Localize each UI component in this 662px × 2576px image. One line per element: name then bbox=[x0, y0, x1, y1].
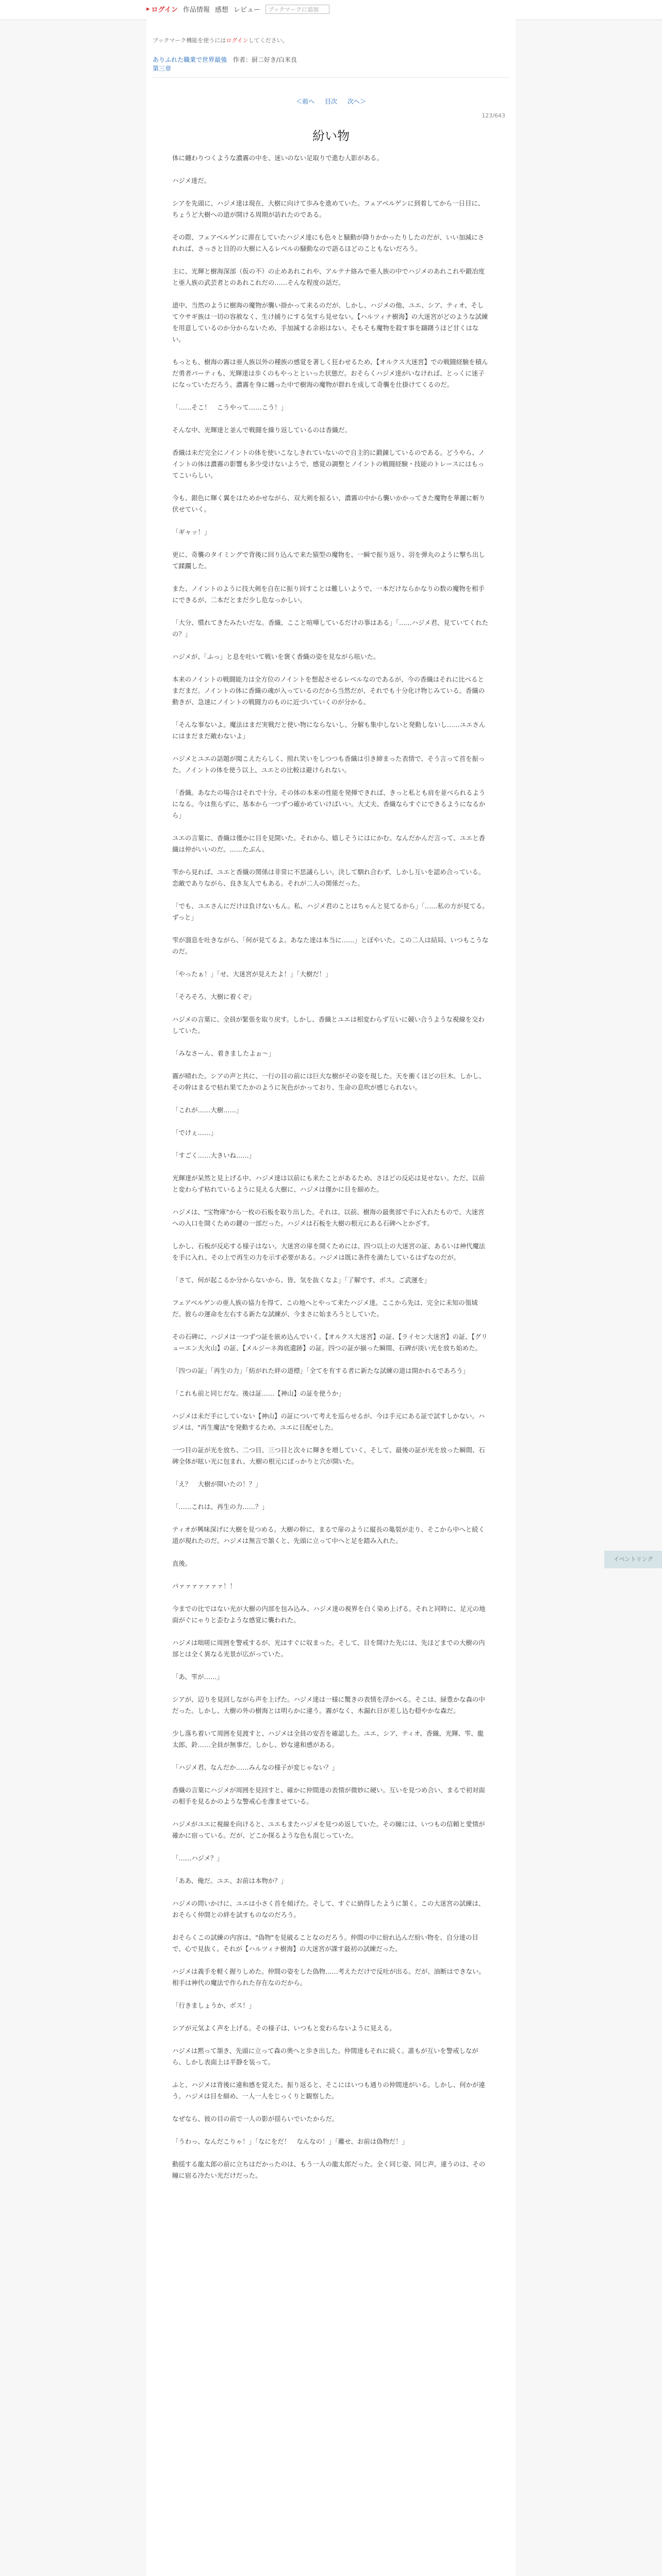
novel-paragraph: 「でけぇ……」 bbox=[172, 1129, 217, 1137]
side-event-button[interactable]: イベントリング bbox=[604, 1551, 662, 1568]
novel-paragraph: 「うわっ、なんだこりゃ！」「なにをだ！ なんなの！」「離せ、お前は偽物だ！」 bbox=[172, 2138, 408, 2145]
novel-body bbox=[172, 152, 490, 2193]
novel-paragraph: 「……そこ！ こうやって……こう！」 bbox=[172, 403, 288, 411]
novel-paragraph: おそらくこの試練の内容は、"偽物"を見破ることなのだろう。仲間の中に紛れ込んだ紛い物を、自分達の目で、心で見抜く。それが【ハルツィナ樹海】の大迷宮が課す最初の試練だった。 bbox=[172, 1934, 478, 1953]
login-link[interactable]: ▸ ログイン bbox=[146, 5, 178, 14]
novel-paragraph: ユエの言葉に、香織は僅かに目を見開いた。それから、嬉しそうにはにかむ。なんだかんだ言って、ユエと香織は仲がいいのだ。……たぶん。 bbox=[172, 834, 485, 853]
novel-paragraph: 「これも前と同じだな。後は証……【神山】の証を使うか」 bbox=[172, 1389, 345, 1397]
novel-paragraph: シアが、辺りを見回しながら声を上げた。ハジメ達は一様に驚きの表情を浮かべる。そこは、緑豊かな森の中だった。しかし、大樹の外の樹海とは明らかに違う。霧がなく、木漏れ日が差し込む穏やかな森だ。 bbox=[172, 1696, 485, 1715]
novel-paragraph: 「すごく……大きいね……」 bbox=[172, 1151, 256, 1159]
novel-paragraph: 「そんな事ないよ。魔法はまだ実戦だと使い物にならないし、分解も集中しないと発動しないし……ユエさんにはまだまだ敵わないよ」 bbox=[172, 721, 486, 740]
series-author: 作者：厨二好き/白米良 bbox=[233, 56, 297, 63]
login-icon: ▸ bbox=[146, 5, 150, 13]
content-area bbox=[146, 20, 516, 2576]
novel-paragraph: 「さて、何が起こるか分からないから、皆、気を抜くなよ」「了解です、ボス。ご武運を」 bbox=[172, 1276, 431, 1284]
novel-paragraph: なぜなら、彼の目の前で一人の影が揺らいでいたからだ。 bbox=[172, 2115, 339, 2123]
novel-paragraph: 「……ハジメ？」 bbox=[172, 1854, 223, 1862]
novel-paragraph: また、ノイントのように技大剣を自在に振り回すことは難しいようで、一本だけならかなりの数の魔物を相手にできるが、二本だとまだ少し危なっかしい。 bbox=[172, 585, 485, 604]
novel-paragraph: パァァァァァァァ！！ bbox=[172, 1582, 236, 1590]
novel-paragraph: 「ギャッ！」 bbox=[172, 528, 211, 536]
novel-paragraph: フェアベルゲンの亜人族の協力を得て、この地へとやって来たハジメ達。ここから先は、完全に未知の領域だ。彼らの運命を左右する新たな試練が、今まさに始まろうとしていた。 bbox=[172, 1299, 478, 1318]
novel-paragraph: ハジメは黙って頷き、先頭に立って森の奥へと歩き出した。仲間達もそれに続く。誰もが互いを警戒しながら、しかし表面上は平静を装って。 bbox=[172, 2047, 478, 2066]
novel-paragraph: 香織は未だ完全にノイントの体を使いこなしきれていないので自主的に鍛錬しているのである。どうやら、ノイントの体は濃霧の影響も多少受けないようで、感覚の調整とノイントの戦闘経験・技能のトレースにはもってこいらしい。 bbox=[172, 449, 485, 479]
novel-paragraph: 「ああ、俺だ。ユエ、お前は本物か？」 bbox=[172, 1877, 287, 1885]
novel-paragraph: 霧が晴れた。シアの声と共に、一行の目の前には巨大な樹がその姿を現した。天を衝くほどの巨木。しかし、その幹はまるで枯れ果てたかのように灰色がかっており、生命の息吹が感じられない。 bbox=[172, 1072, 486, 1091]
novel-paragraph: 体に纏わりつくような濃霧の中を、迷いのない足取りで進む人影がある。 bbox=[172, 154, 383, 162]
novel-paragraph: 「これが……大樹……」 bbox=[172, 1106, 243, 1114]
novel-paragraph: 更に、奇襲のタイミングで背後に回り込んで来た猿型の魔物を、一瞬で振り返り、羽を弾丸のように撃ち出して蹂躙した。 bbox=[172, 551, 485, 570]
novel-paragraph: ふと、ハジメは背後に違和感を覚えた。振り返ると、そこにはいつも通りの仲間達がいる。しかし、何かが違う。ハジメは目を細め、一人一人をじっくりと観察した。 bbox=[172, 2081, 485, 2100]
novel-paragraph: ハジメは未だ手にしていない【神山】の証について考えを巡らせるが、今は手元にある証で試すしかない。ハジメは、"再生魔法"を発動するため、ユエに目配せした。 bbox=[172, 1412, 485, 1431]
novel-paragraph: そんな中、光輝達と並んで戦闘を繰り返しているのは香織だ。 bbox=[172, 426, 351, 434]
notice-login-link[interactable]: ログイン bbox=[226, 37, 249, 44]
login-notice: ブックマーク機能を使うにはログインしてください。 bbox=[153, 37, 288, 44]
novel-paragraph: 「やったぁ！」「せ、大迷宮が見えたよ！」「大樹だ！」 bbox=[172, 970, 332, 978]
next-episode-link[interactable]: 次へ＞ bbox=[347, 98, 366, 105]
series-title-link[interactable]: ありふれた職業で世界最強 bbox=[153, 56, 227, 63]
novel-paragraph: 「そろそろ、大樹に着くぞ」 bbox=[172, 993, 256, 1001]
novel-paragraph: 「香織。あなたの場合はそれで十分。その体の本来の性能を発揮できれば、きっと私とも肩を並べられるようになる。今は焦らずに、基本から一つずつ確かめていけばいい。大丈夫、香織ならすぐにできるようになるから」 bbox=[172, 789, 486, 819]
novel-paragraph: 本来のノイントの戦闘能力は全方位のノイントを想起させるレベルなのであるが、今の香織はそれに比べるとまだまだ。ノイントの体に香織の魂が入っているのだから当然だが、それでも十分化け物じみている。香織の動きが、急速にノイントの戦闘力のものに近づいていくのが分かる。 bbox=[172, 675, 485, 706]
novel-paragraph: ハジメの問いかけに、ユエは小さく首を傾げた。そして、すぐに納得したように頷く。この大迷宮の試練は、おそらく仲間との絆を試すものなのだろう。 bbox=[172, 1900, 485, 1919]
novel-paragraph: ハジメ達だ。 bbox=[172, 177, 210, 184]
novel-paragraph: 光輝達が呆然と見上げる中、ハジメ達は以前にも来たことがあるため、さほどの反応は見せない。ただ、以前と変わらず枯れているように見える大樹に、ハジメは僅かに目を細めた。 bbox=[172, 1174, 485, 1193]
nav-work-info[interactable]: 作品情報 bbox=[183, 6, 210, 14]
nav-reviews[interactable]: レビュー bbox=[233, 6, 260, 14]
novel-paragraph: 「でも、ユエさんにだけは負けないもん。私、ハジメ君のことはちゃんと見てるから」「……私の方が見てる。ずっと」 bbox=[172, 902, 489, 921]
novel-paragraph: 「大分、慣れてきたみたいだな。香織、ここと喧嘩しているだけの事はある」「……ハジメ君、見ていてくれたの？」 bbox=[172, 619, 488, 638]
novel-paragraph: ハジメは、"宝物庫"から一枚の石板を取り出した。それは、以前、樹海の最奥部で手に入れたもので、大迷宮への入口を開くための鍵の一部だった。ハジメは石板を大樹の根元にある石碑へとかざす。 bbox=[172, 1208, 485, 1227]
novel-paragraph: ハジメが、「ふっ」と息を吐いて戦いを褒く香織の姿を見ながら呟いた。 bbox=[172, 653, 380, 660]
novel-paragraph: 「行きましょうか、ボス！」 bbox=[172, 2002, 256, 2009]
novel-paragraph: ティオが興味深げに大樹を見つめる。大樹の幹に、まるで扉のように縦長の亀裂が走り、そこから中へと続く道が現れたのだ。ハジメは無言で頷くと、先頭に立って中へと足を踏み入れた。 bbox=[172, 1526, 485, 1545]
novel-paragraph: 「……これは、再生の力……？」 bbox=[172, 1503, 268, 1511]
chapter-label: 第三章 bbox=[153, 65, 172, 72]
episode-number: 123/643 bbox=[482, 112, 505, 119]
table-of-contents-link[interactable]: 目次 bbox=[324, 98, 337, 105]
novel-paragraph: 少し落ち着いて周囲を見渡すと、ハジメは全員の安否を確認した。ユエ、シア、ティオ、香織、光輝、雫、龍太郎、鈴……全員が無事だ。しかし、妙な違和感がある。 bbox=[172, 1730, 484, 1749]
novel-paragraph: 「みなさーん、着きましたよぉ～」 bbox=[172, 1049, 275, 1057]
divider bbox=[153, 77, 509, 78]
top-navigation-bar bbox=[0, 0, 662, 20]
novel-paragraph: 今も、銀色に輝く翼をはためかせながら、双大剣を振るい、濃霧の中から襲いかかってきた魔物を華麗に斬り伏せていく。 bbox=[172, 494, 486, 513]
chapter-title: 紛い物 bbox=[312, 129, 350, 143]
novel-paragraph: ハジメは義手を軽く握りしめた。仲間の姿をした偽物……考えただけで反吐が出る。だが、油断はできない。相手は神代の魔法で作られた存在なのだから。 bbox=[172, 1968, 485, 1987]
prev-episode-link[interactable]: ＜前へ bbox=[296, 98, 315, 105]
novel-paragraph: ハジメの言葉に、全員が緊張を取り戻す。しかし、香織とユエは相変わらず互いに競い合うような視線を交わしていた。 bbox=[172, 1015, 485, 1035]
series-info bbox=[153, 56, 297, 73]
novel-paragraph: シアが元気よく声を上げる。その様子は、いつもと変わらないように見える。 bbox=[172, 2024, 396, 2032]
novel-paragraph: 「え？ 大樹が開いたの！？」 bbox=[172, 1480, 262, 1488]
novel-paragraph: 道中、当然のように樹海の魔物が襲い掛かって来るのだが、しかし、ハジメの他、ユエ、シア、ティオ、そしてウサギ族は一切の容赦なく、生け捕りにする気すら見せない。【ハルツィナ樹海】の大迷宮がどのような試練を用意しているのか分からないため、手加減する余裕はない。そもそも魔物を殺す事を躊躇うほど甘くはない。 bbox=[172, 301, 488, 343]
novel-paragraph: その際、フェアベルゲンに滞在していたハジメ達にも色々と騒動が降りかかったりしたのだが、いい加減にされれば、さっさと目的の大樹に入るレベルの騒動なので語るほどのこともないだろう。 bbox=[172, 233, 485, 252]
novel-paragraph: 雫から見れば、ユエと香織の関係は非常に不思議らしい。決して馴れ合わず、しかし互いを認め合っている。恋敵でありながら、良き友人でもある。それが二人の関係だった。 bbox=[172, 868, 485, 887]
novel-paragraph: 「ハジメ君、なんだか……みんなの様子が変じゃない？」 bbox=[172, 1764, 338, 1771]
novel-paragraph: 今までの比ではない光が大樹の内部を包み込み、ハジメ達の視界を白く染め上げる。それと同時に、足元の地面がぐにゃりと歪むような感覚に襲われた。 bbox=[172, 1605, 486, 1624]
novel-paragraph: ハジメがユエに視線を向けると、ユエもまたハジメを見つめ返していた。その瞳には、いつもの信頼と愛情が確かに宿っている。だが、どこか探るような色も混じっていた。 bbox=[172, 1820, 485, 1839]
novel-paragraph: シアを先頭に、ハジメ達は現在、大樹に向けて歩みを進めていた。フェアベルゲンに到着してから一日目に、ちょうど大樹への道が開ける周期が訪れたのである。 bbox=[172, 199, 485, 218]
novel-paragraph: ハジメとユエの話題が聞こえたらしく、照れ笑いをしつつも香織は引き締まった表情で、そう言って首を振った。ノイントの体を使う以上、ユエとの比較は避けられない。 bbox=[172, 755, 485, 774]
novel-paragraph: 直後。 bbox=[172, 1560, 192, 1567]
novel-paragraph: ハジメは咄嗟に周囲を警戒するが、光はすぐに収まった。そして、目を開けた先には、先ほどまでの大樹の内部とは全く異なる光景が広がっていた。 bbox=[172, 1639, 485, 1658]
novel-paragraph: 「あ、雫が……」 bbox=[172, 1673, 223, 1681]
novel-paragraph: しかし、石板が反応する様子はない。大迷宮の扉を開くためには、四つ以上の大迷宮の証、あるいは神代魔法を手に入れ、その上で再生の力を示す必要がある。ハジメは既に条件を満たしているはずなのだが。 bbox=[172, 1242, 486, 1261]
novel-paragraph: 香織の言葉にハジメが周囲を見回すと、確かに仲間達の表情が微妙に硬い。互いを見つめ合い、まるで初対面の相手を見るかのような警戒心を滲ませている。 bbox=[172, 1786, 485, 1805]
novel-paragraph: 「四つの証」「再生の力」「紡がれた絆の道標」「全てを有する者に新たな試練の道は開かれるであろう」 bbox=[172, 1367, 470, 1375]
novel-paragraph: 主に、光輝と樹海深部（仮の不）の止めあれこれや、アルテナ絡みで亜人族の中でハジメのあれこれや鍛冶度と亜人族の武芸者とのあれこれだの……そんな程度の話だ。 bbox=[172, 267, 485, 286]
novel-paragraph: 雫が溜息を吐きながら、「何が見てるよ。あなた達は本当に……」とぼやいた。この二人は結局、いつもこうなのだ。 bbox=[172, 936, 489, 955]
nav-impressions[interactable]: 感想 bbox=[214, 6, 228, 14]
novel-paragraph: 一つ目の証が光を放ち、二つ目、三つ目と次々に輝きを増していく。そして、最後の証が光を放った瞬間、石碑全体が眩い光に包まれ、大樹の根元にぽっかりと穴が開いた。 bbox=[172, 1446, 485, 1465]
novel-paragraph: その石碑に、ハジメは一つずつ証を嵌め込んでいく。【オルクス大迷宮】の証、【ライセン大迷宮】の証、【グリューエン大火山】の証、【メルジーネ海底遺跡】の証。四つの証が揃った瞬間、石碑が淡い光を放ち始めた。 bbox=[172, 1333, 488, 1352]
novel-paragraph: 動揺する龍太郎の前に立ちはだかったのは、もう一人の龍太郎だった。全く同じ姿、同じ声。違うのは、その瞳に宿る冷たい光だけだった。 bbox=[172, 2160, 486, 2179]
bookmark-add-button[interactable]: ブックマークに追加 bbox=[266, 5, 329, 14]
novel-paragraph: もっとも、樹海の霧は亜人族以外の種族の感覚を著しく狂わせるため、【オルクス大迷宮】での戦闘経験を積んだ勇者パーティも、光輝達は歩くのもやっとといった状態だ。おそらくハジメ達がいなければ、とっくに迷子になっていただろう。濃霧を身に纏った中で樹海の魔物が群れを成して奇襲を仕掛けてくるのだ。 bbox=[172, 358, 488, 388]
episode-pager-top bbox=[146, 97, 516, 106]
